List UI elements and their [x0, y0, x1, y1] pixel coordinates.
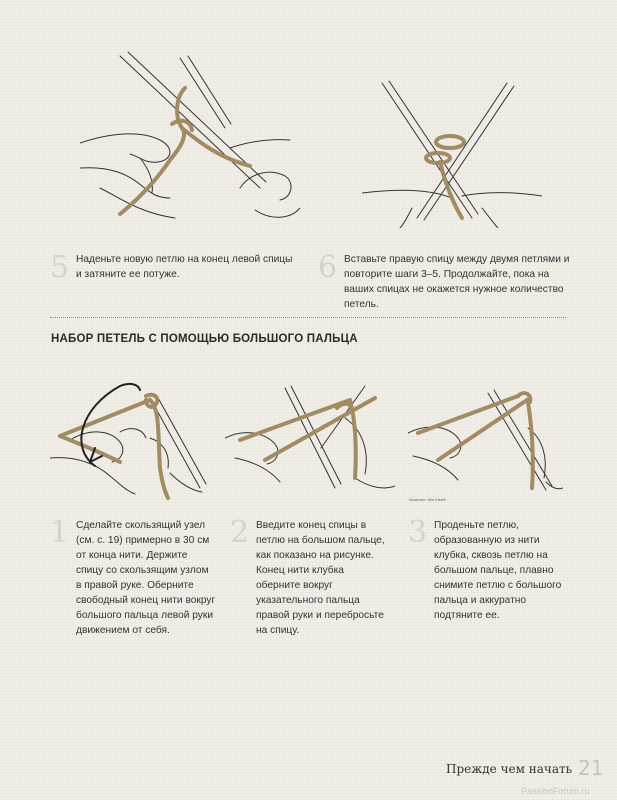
section-title: НАБОР ПЕТЕЛЬ С ПОМОЩЬЮ БОЛЬШОГО ПАЛЬЦА — [51, 333, 358, 345]
illustration-credit: Illustrator: Mia Kikelli — [409, 497, 446, 502]
step-6-number: 6 — [318, 250, 338, 285]
step-6-illustration — [362, 78, 542, 228]
chapter-title: Прежде чем начать — [446, 762, 573, 776]
page-number: 21 — [578, 756, 604, 780]
step-3-number: 3 — [408, 515, 428, 550]
step-2-illustration — [225, 378, 395, 500]
step-1-number: 1 — [50, 515, 70, 550]
step-5-text: Наденьте новую петлю на конец левой спицы и затяните ее потуже. — [76, 254, 293, 280]
step-2-number: 2 — [230, 515, 250, 550]
step-5-illustration — [80, 48, 300, 228]
step-1-illustration — [50, 378, 210, 500]
section-divider — [50, 317, 566, 318]
step-3-illustration — [408, 378, 563, 500]
watermark: PassionForum.ru — [521, 786, 590, 796]
step-3-text: Проденьте петлю, образованную из нити клубка, сквозь петлю на большом пальце, плавно снимите петлю с большого пальца и аккуратно подтяните ее. — [434, 520, 562, 621]
step-2-text: Введите конец спицы в петлю на большом пальце, как показано на рисунке. Конец нити клубка оберните вокруг указательного пальца правой руки и перебросьте на спицу. — [256, 520, 385, 636]
step-5-number: 5 — [50, 250, 70, 285]
step-1-text: Сделайте скользящий узел (см. с. 19) примерно в 30 см от конца нити. Держите спицу со скользящим узлом в правой руке. Оберните свободный конец нити вокруг большого пальца левой руки движением от себя. — [76, 520, 216, 636]
step-6-text: Вставьте правую спицу между двумя петлями и повторите шаги 3–5. Продолжайте, пока на ваших спицах не окажется нужное количество петель. — [344, 254, 570, 310]
